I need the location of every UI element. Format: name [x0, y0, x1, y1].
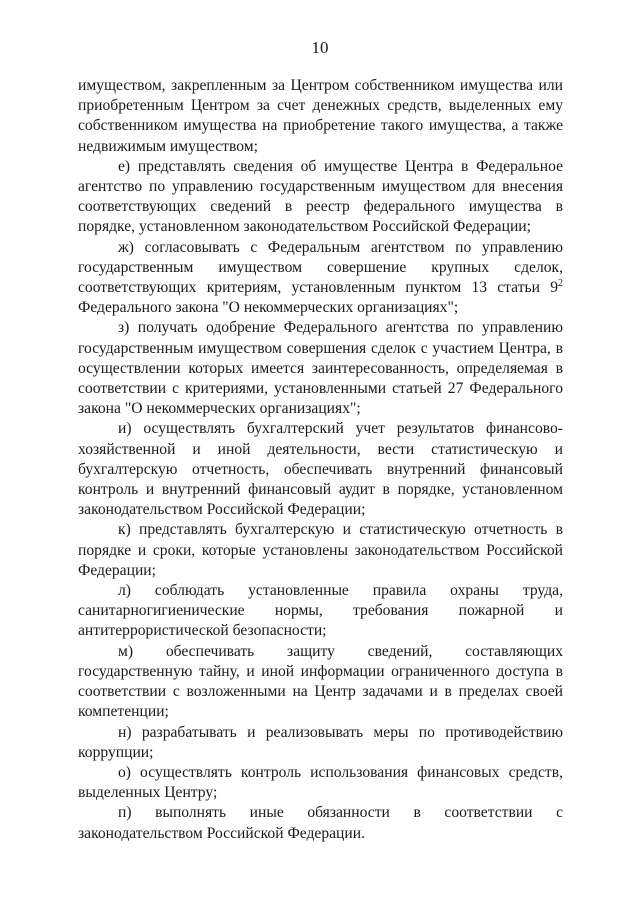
paragraph-item-zh [78, 238, 563, 319]
paragraph-item-e: е) представлять сведения об имуществе Центра в Федеральное агентство по управлению государственным имуществом для внесения соответствующих сведений в реестр федерального имущества в порядке, установленном законодательством Российской Федерации; [78, 157, 563, 236]
document-body [78, 76, 563, 844]
paragraph-item-m: м) обеспечивать защиту сведений, составляющих государственную тайну, и иной информации ограниченного доступа в соответствии с возложенными на Центр задачами и в пределах своей компетенции; [78, 642, 563, 721]
paragraph-item-i: и) осуществлять бухгалтерский учет результатов финансово-хозяйственной и иной деятельности, вести статистическую и бухгалтерскую отчетность, обеспечивать внутренний финансовый контроль и внутренний финансовый аудит в порядке, установленном законодательством Российской Федерации; [78, 420, 563, 519]
paragraph-item-l: л) соблюдать установленные правила охраны труда, санитарногигиенические нормы, требования пожарной и антитеррористической безопасности; [78, 582, 563, 640]
paragraph-item-k: к) представлять бухгалтерскую и статистическую отчетность в порядке и сроки, которые установлены законодательством Российской Федерации; [78, 521, 563, 579]
paragraph-item-z: з) получать одобрение Федерального агентства по управлению государственным имуществом совершения сделок с участием Центра, в осуществлении которых имеется заинтересованность, определяемая в соответствии с критериями, установленными статьей 27 Федерального закона "О некоммерческих организациях"; [78, 319, 563, 418]
article-superscript: 2 [558, 277, 563, 289]
paragraph-item-o: о) осуществлять контроль использования финансовых средств, выделенных Центру; [78, 763, 563, 802]
paragraph-item-zh-text: ж) согласовывать с Федеральным агентством по управлению государственным имуществом совершение крупных сделок, соответствующих критериям, установленным пунктом 13 статьи 9 [78, 238, 563, 297]
paragraph-item-p: п) выполнять иные обязанности в соответствии с законодательством Российской Федерации. [78, 804, 563, 842]
page-number: 10 [311, 38, 329, 57]
paragraph-item-n: н) разрабатывать и реализовывать меры по противодействию коррупции; [78, 723, 563, 761]
paragraph-continuation: имуществом, закрепленным за Центром собственником имущества или приобретенным Центром за счет денежных средств, выделенных ему собственником имущества на приобретение такого имущества, а также недвижимым имуществом; [78, 77, 563, 155]
paragraph-item-zh-text-end: Федерального закона "О некоммерческих организациях"; [78, 299, 459, 317]
